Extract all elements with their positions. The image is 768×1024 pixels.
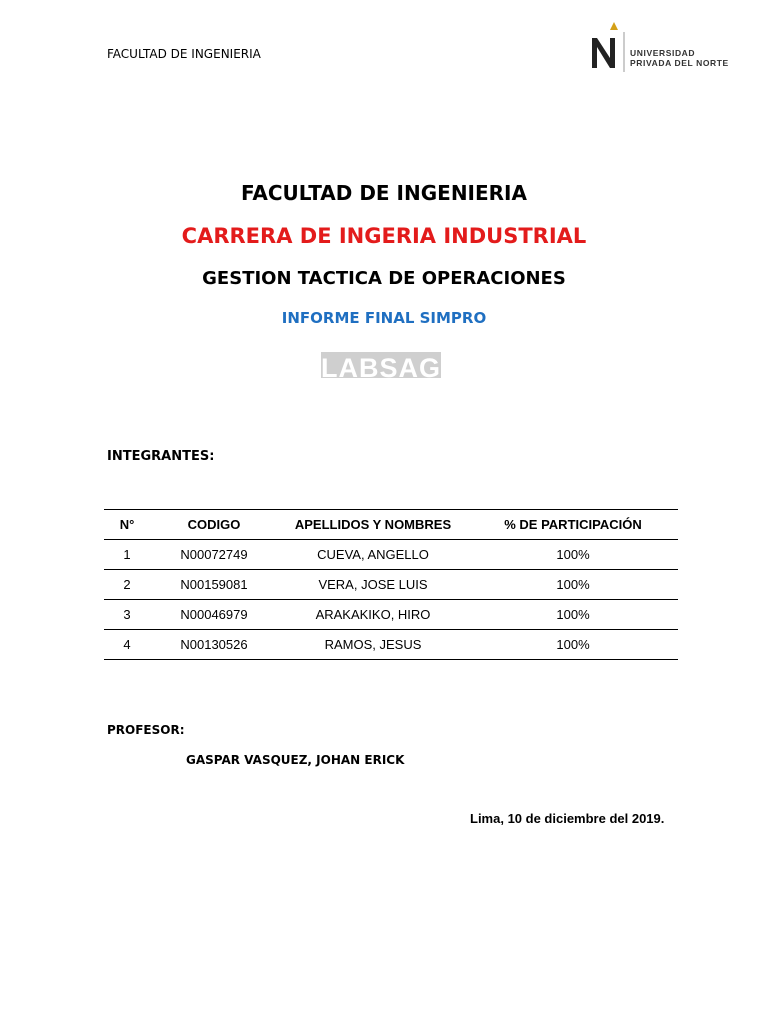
cell-name: ARAKAKIKO, HIRO bbox=[278, 600, 468, 630]
table-row bbox=[104, 600, 678, 630]
course-title: GESTION TACTICA DE OPERACIONES bbox=[202, 268, 566, 289]
logo-line-2: PRIVADA DEL NORTE bbox=[630, 58, 729, 68]
table-row bbox=[104, 630, 678, 660]
report-title: INFORME FINAL SIMPRO bbox=[281, 309, 487, 327]
logo-line-1: UNIVERSIDAD bbox=[630, 48, 696, 58]
cell-number: 2 bbox=[104, 570, 150, 600]
university-logo bbox=[588, 20, 758, 76]
document-date: Lima, 10 de diciembre del 2019. bbox=[470, 811, 665, 826]
cell-code: N00046979 bbox=[150, 600, 278, 630]
labsag-logo-text: LABSAG bbox=[321, 353, 441, 378]
cell-participation: 100% bbox=[468, 570, 678, 600]
col-header-participation: % DE PARTICIPACIÓN bbox=[468, 510, 678, 540]
cell-code: N00130526 bbox=[150, 630, 278, 660]
professor-name: GASPAR VASQUEZ, JOHAN ERICK bbox=[186, 753, 405, 767]
col-header-name: APELLIDOS Y NOMBRES bbox=[278, 510, 468, 540]
cell-participation: 100% bbox=[468, 630, 678, 660]
cell-number: 3 bbox=[104, 600, 150, 630]
cell-participation: 100% bbox=[468, 540, 678, 570]
table-header-row bbox=[104, 510, 678, 540]
table-row bbox=[104, 540, 678, 570]
upn-logo-icon bbox=[588, 20, 628, 76]
members-table bbox=[104, 509, 678, 660]
header-faculty-label: FACULTAD DE INGENIERIA bbox=[107, 47, 261, 61]
col-header-code: CODIGO bbox=[150, 510, 278, 540]
cell-code: N00072749 bbox=[150, 540, 278, 570]
cell-code: N00159081 bbox=[150, 570, 278, 600]
cell-number: 1 bbox=[104, 540, 150, 570]
cell-name: CUEVA, ANGELLO bbox=[278, 540, 468, 570]
faculty-title: FACULTAD DE INGENIERIA bbox=[241, 181, 527, 205]
cell-number: 4 bbox=[104, 630, 150, 660]
career-title: CARRERA DE INGERIA INDUSTRIAL bbox=[181, 224, 587, 248]
professor-label: PROFESOR: bbox=[107, 723, 185, 737]
logo-text bbox=[630, 48, 729, 68]
cell-participation: 100% bbox=[468, 600, 678, 630]
members-heading: INTEGRANTES: bbox=[107, 449, 215, 464]
cell-name: VERA, JOSE LUIS bbox=[278, 570, 468, 600]
labsag-logo bbox=[321, 352, 441, 378]
table-row bbox=[104, 570, 678, 600]
col-header-number: N° bbox=[104, 510, 150, 540]
cell-name: RAMOS, JESUS bbox=[278, 630, 468, 660]
